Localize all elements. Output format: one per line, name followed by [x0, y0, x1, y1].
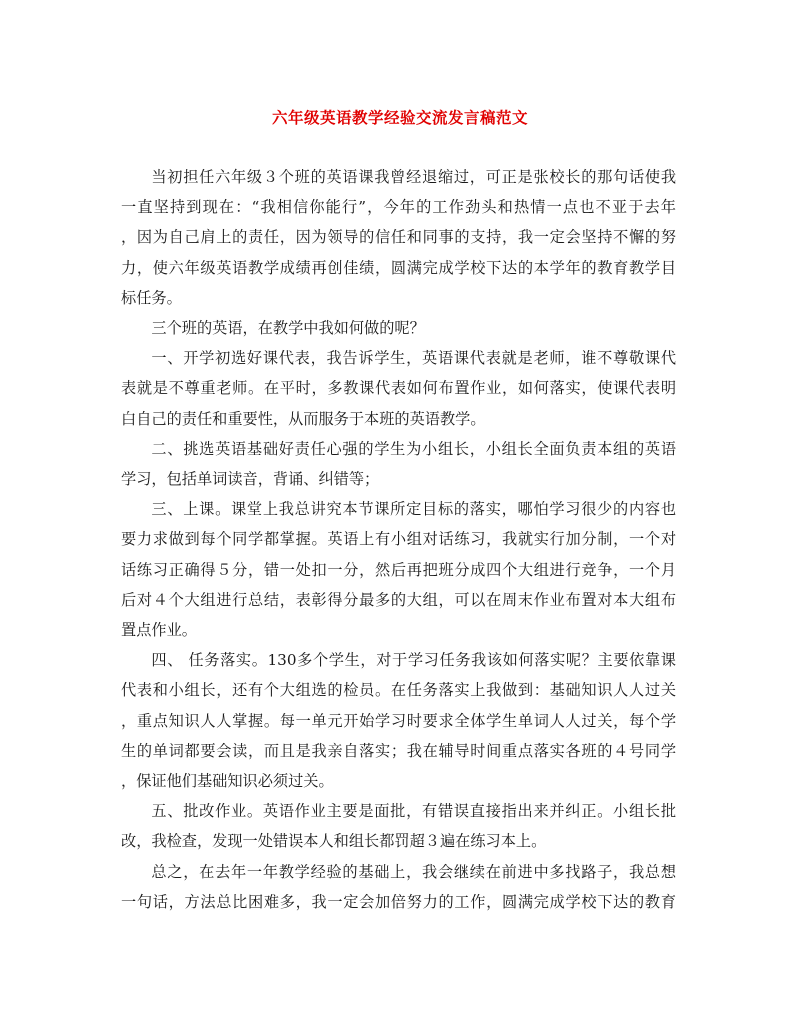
paragraph-line: 二、挑选英语基础好责任心强的学生为小组长，小组长全面负责本组的英语	[151, 439, 676, 458]
paragraph-line: 当初担任六年级３个班的英语课我曾经退缩过，可正是张校长的那句话使我	[151, 168, 676, 186]
paragraph-line: 总之，在去年一年教学经验的基础上，我会继续在前进中多找路子，我总想	[151, 862, 676, 881]
paragraph-line: 四、 任务落实。130多个学生，对于学习任务我该如何落实呢？主要依靠课	[151, 651, 676, 670]
document-title: 六年级英语教学经验交流发言稿范文	[271, 108, 528, 127]
paragraph-line: 置点作业。	[121, 621, 197, 640]
paragraph-line: 一直坚持到现在：“我相信你能行”，今年的工作劲头和热情一点也不亚于去年	[121, 198, 676, 217]
paragraph	[121, 494, 676, 645]
paragraph-line: 后对４个大组进行总结，表彰得分最多的大组，可以在周末作业布置对本大组布	[121, 590, 676, 609]
paragraph-line: 三、上课。课堂上我总讲究本节课所定目标的落实，哪怕学习很少的内容也	[151, 500, 676, 519]
paragraph-line: ，重点知识人人掌握。每一单元开始学习时要求全体学生单词人人过关，每个学	[121, 711, 676, 730]
paragraph-line: 学习，包括单词读音，背诵、纠错等；	[121, 470, 380, 489]
paragraph-line: 要力求做到每个同学都掌握。英语上有小组对话练习，我就实行加分制，一个对	[121, 530, 676, 549]
paragraph	[121, 162, 676, 313]
paragraph-line: 代表和小组长，还有个大组选的检员。在任务落实上我做到：基础知识人人过关	[121, 681, 676, 700]
paragraph-line: 标任务。	[121, 288, 182, 307]
paragraph-line: 生的单词都要会读，而且是我亲自落实；我在辅导时间重点落实各班的４号同学	[121, 741, 676, 760]
paragraph	[121, 857, 676, 917]
paragraph-line: 白自己的责任和重要性，从而服务于本班的英语教学。	[121, 409, 486, 428]
paragraph	[121, 343, 676, 434]
paragraph-line: ，保证他们基础知识必须过关。	[121, 772, 334, 791]
paragraph-line: 改，我检查，发现一处错误本人和组长都罚超３遍在练习本上。	[121, 832, 547, 851]
paragraph-line: 三个班的英语，在教学中我如何做的呢？	[151, 319, 425, 338]
paragraph	[121, 434, 676, 494]
paragraph-line: ，因为自己肩上的责任，因为领导的信任和同事的支持，我一定会坚持不懈的努	[121, 228, 676, 247]
paragraph	[121, 796, 676, 856]
paragraph-line: 五、批改作业。英语作业主要是面批，有错误直接指出来并纠正。小组长批	[151, 802, 676, 821]
paragraph-line: 话练习正确得５分，错一处扣一分，然后再把班分成四个大组进行竞争，一个月	[121, 560, 676, 579]
paragraph-line: 力，使六年级英语教学成绩再创佳绩，圆满完成学校下达的本学年的教育教学目	[121, 258, 676, 277]
paragraph	[121, 645, 676, 796]
paragraph-line: 一句话，方法总比困难多，我一定会加倍努力的工作，圆满完成学校下达的教育	[121, 892, 676, 911]
paragraph	[121, 313, 676, 343]
paragraph-line: 一、开学初选好课代表，我告诉学生，英语课代表就是老师，谁不尊敬课代	[151, 349, 676, 368]
paragraph-line: 表就是不尊重老师。在平时，多教课代表如何布置作业，如何落实，使课代表明	[121, 379, 676, 398]
document-body	[121, 162, 676, 917]
